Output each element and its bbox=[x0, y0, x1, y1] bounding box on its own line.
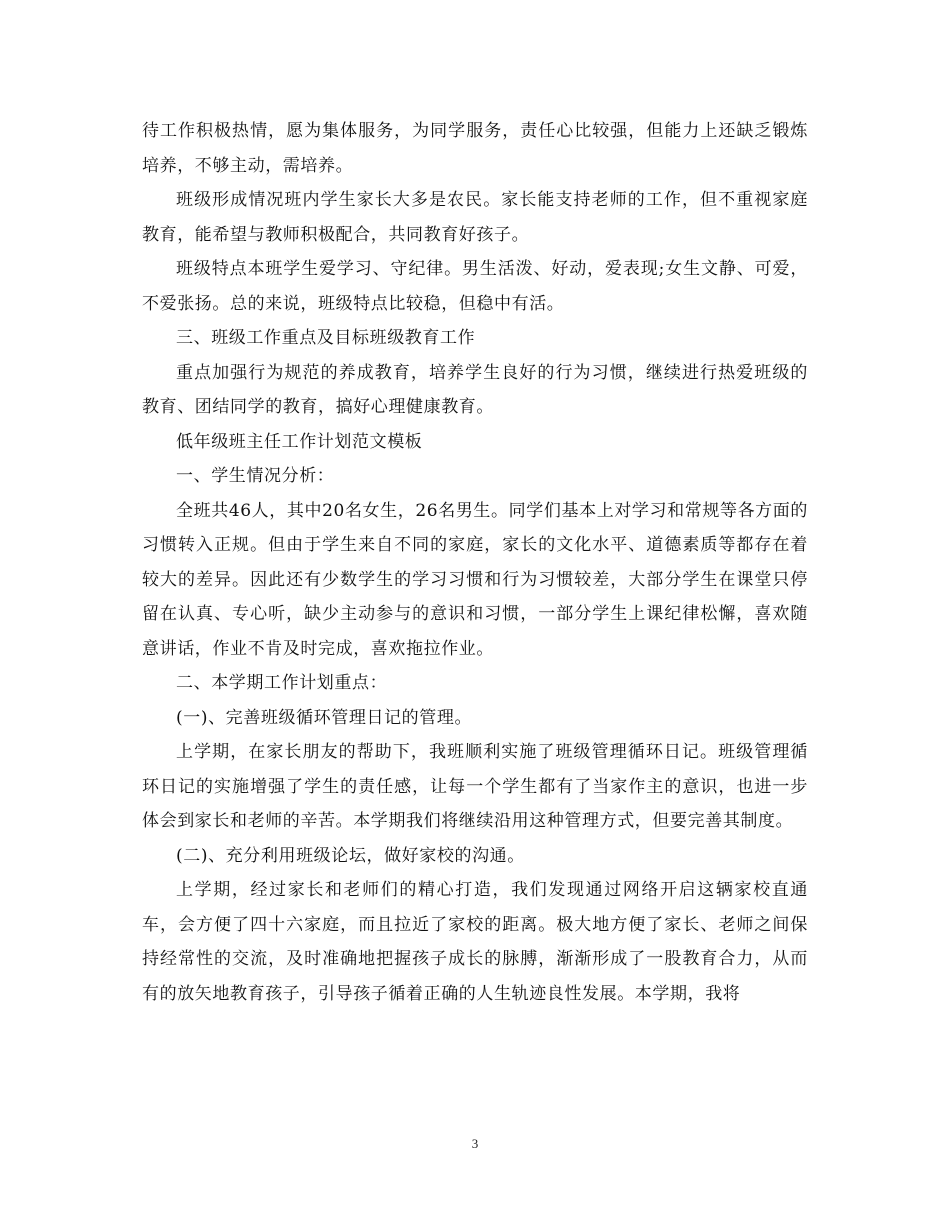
heading-student-analysis: 一、学生情况分析： bbox=[176, 466, 335, 486]
heading-section-three: 三、班级工作重点及目标班级教育工作 bbox=[176, 328, 476, 348]
paragraph-class-forum: 上学期，经过家长和老师们的精心打造，我们发现通过网络开启这辆家校直通车，会方便了四十六家庭，而且拉近了家校的距离。极大地方便了家长、老师之间保持经常性的交流，及时准确地把握孩子成长的脉膊，渐渐形成了一股教育合力，从而有的放矢地教育孩子，引导孩子循着正确的人生轨迹良性发展。本学期，我将 bbox=[142, 880, 808, 1004]
subheading-diary-management: (一)、完善班级循环管理日记的管理。 bbox=[176, 707, 473, 728]
subheading-class-forum: (二)、充分利用班级论坛，做好家校的沟通。 bbox=[176, 845, 525, 866]
page-number: 3 bbox=[471, 1136, 479, 1151]
paragraph-key-focus: 重点加强行为规范的养成教育，培养学生良好的行为习惯，继续进行热爱班级的教育、团结同学的教育，搞好心理健康教育。 bbox=[142, 362, 808, 417]
paragraph-diary-management: 上学期，在家长朋友的帮助下，我班顺利实施了班级管理循环日记。班级管理循环日记的实施增强了学生的责任感，让每一个学生都有了当家作主的意识，也进一步体会到家长和老师的辛苦。本学期我们将继续沿用这种管理方式，但要完善其制度。 bbox=[142, 742, 808, 831]
heading-semester-focus: 二、本学期工作计划重点： bbox=[176, 673, 388, 693]
paragraph-student-analysis: 全班共46人，其中20名女生，26名男生。同学们基本上对学习和常规等各方面的习惯转入正规。但由于学生来自不同的家庭，家长的文化水平、道德素质等都存在着较大的差异。因此还有少数学生的学习习惯和行为习惯较差，大部分学生在课堂只停留在认真、专心听，缺少主动参与的意识和习惯，一部分学生上课纪律松懈，喜欢随意讲话，作业不肯及时完成，喜欢拖拉作业。 bbox=[142, 500, 808, 659]
paragraph-class-features: 班级特点本班学生爱学习、守纪律。男生活泼、好动，爱表现;女生文静、可爱，不爱张扬。总的来说，班级特点比较稳，但稳中有活。 bbox=[142, 259, 808, 314]
document-body bbox=[142, 114, 808, 1011]
paragraph-continuation: 待工作积极热情，愿为集体服务，为同学服务，责任心比较强，但能力上还缺乏锻炼培养，不够主动，需培养。 bbox=[142, 121, 808, 176]
document-title: 低年级班主任工作计划范文模板 bbox=[176, 431, 423, 452]
paragraph-class-formation: 班级形成情况班内学生家长大多是农民。家长能支持老师的工作，但不重视家庭教育，能希望与教师积极配合，共同教育好孩子。 bbox=[142, 190, 808, 245]
